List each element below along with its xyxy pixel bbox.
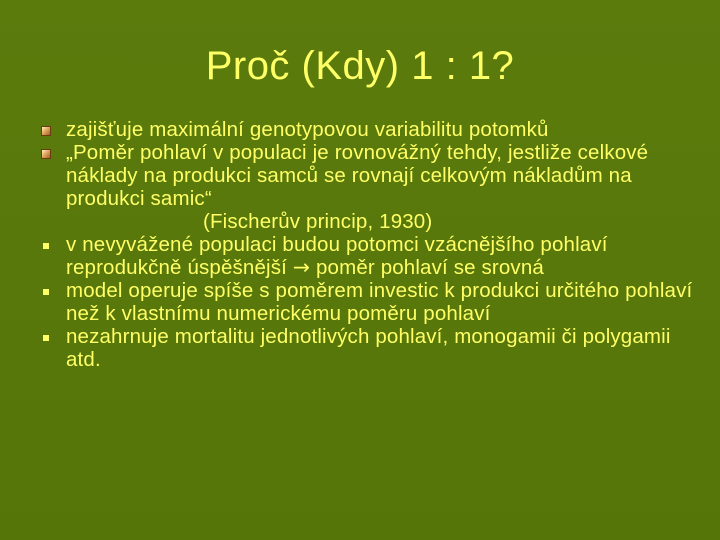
right-arrow-icon: → xyxy=(292,255,311,279)
citation: (Fischerův princip, 1930) xyxy=(203,210,433,233)
list-item-text: „Poměr pohlaví v populaci je rovnovážný tehdy, jestliže celkové náklady na produkci samců se rovnají celkovým nákladům na produkci samic“ xyxy=(66,141,649,210)
list-item-text: zajišťuje maximální genotypovou variabilitu potomků xyxy=(66,118,549,141)
list-item-text xyxy=(66,233,700,279)
bullet-list xyxy=(40,118,700,371)
list-item xyxy=(40,141,700,233)
list-item-text-part: v nevyvážené populaci budou potomci vzácnějšího pohlaví reprodukčně úspěšnější xyxy=(66,233,608,279)
list-item-text: model operuje spíše s poměrem investic k produkci určitého pohlaví než k vlastnímu numerickému poměru pohlaví xyxy=(66,279,693,325)
list-item-text: nezahrnuje mortalitu jednotlivých pohlaví, monogamii či polygamii atd. xyxy=(66,325,671,371)
square-bullet-icon xyxy=(43,243,49,249)
image-bullet-icon xyxy=(41,126,51,136)
list-item xyxy=(40,325,700,371)
slide-title: Proč (Kdy) 1 : 1? xyxy=(205,44,515,88)
list-item xyxy=(40,118,700,141)
list-item xyxy=(40,233,700,279)
square-bullet-icon xyxy=(43,335,49,341)
list-item-text-part: poměr pohlaví se srovná xyxy=(310,256,544,279)
list-item xyxy=(40,279,700,325)
image-bullet-icon xyxy=(41,149,51,159)
square-bullet-icon xyxy=(43,289,49,295)
